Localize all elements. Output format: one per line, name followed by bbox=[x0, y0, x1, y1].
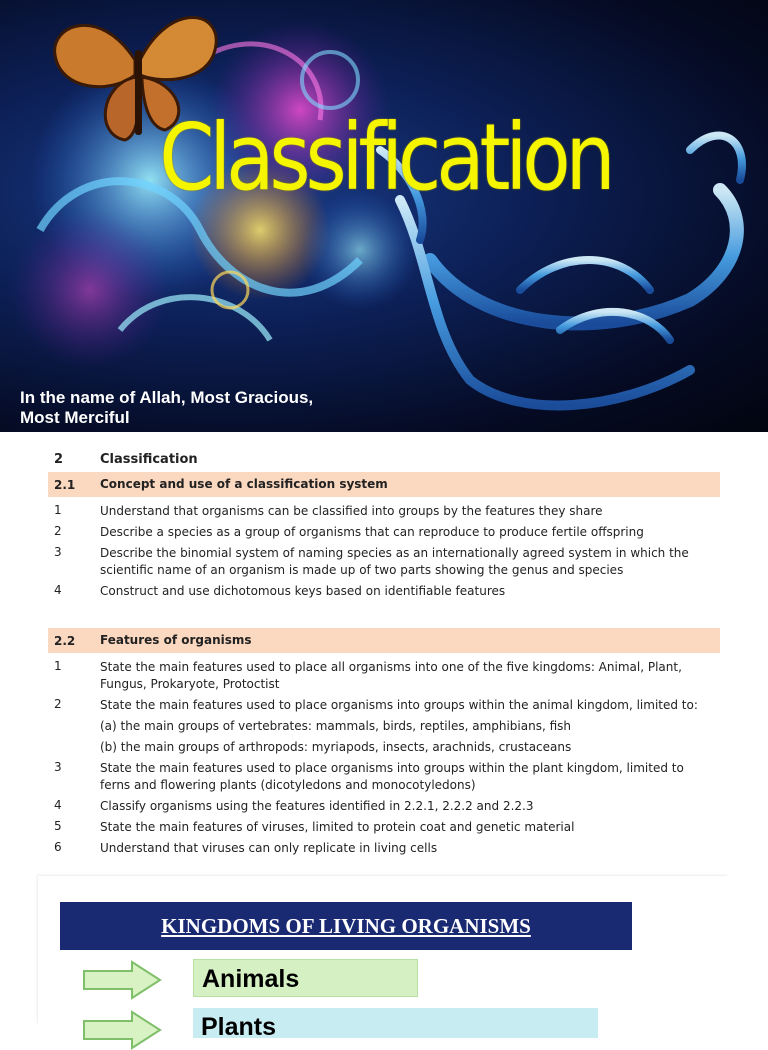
subsection-number: 2.2 bbox=[54, 633, 76, 648]
item-text: Understand that organisms can be classified into groups by the features they share bbox=[100, 504, 603, 518]
list-item bbox=[48, 657, 720, 695]
item-text: Describe a species as a group of organisms that can reproduce to produce fertile offspring bbox=[100, 525, 644, 539]
subsection-heading bbox=[48, 472, 720, 497]
kingdoms-slide bbox=[38, 876, 728, 1038]
item-number: 1 bbox=[54, 503, 62, 517]
item-number bbox=[48, 739, 100, 756]
list-subitem bbox=[48, 716, 720, 737]
item-text: State the main features used to place organisms into groups within the plant kingdom, limited to ferns and flowering plants (dicotyledons and monocotyledons) bbox=[100, 761, 684, 792]
subsection-title: Concept and use of a classification system bbox=[100, 477, 388, 491]
page-title: Classification bbox=[159, 104, 611, 211]
item-number: 4 bbox=[54, 798, 62, 812]
banner-artwork bbox=[0, 0, 768, 432]
caption-line-2: Most Merciful bbox=[20, 408, 130, 427]
item-text: Construct and use dichotomous keys based on identifiable features bbox=[100, 584, 506, 598]
list-item bbox=[48, 522, 720, 543]
caption-line-1: In the name of Allah, Most Gracious, bbox=[20, 388, 314, 407]
subsection-number: 2.1 bbox=[54, 477, 76, 492]
list-item bbox=[48, 758, 720, 796]
subsection-heading bbox=[48, 628, 720, 653]
syllabus-table bbox=[48, 446, 720, 859]
list-item bbox=[48, 838, 720, 859]
section-number: 2 bbox=[54, 451, 64, 467]
item-number: 5 bbox=[54, 819, 62, 833]
item-text: State the main features used to place all organisms into one of the five kingdoms: Animal, Plant, Fungus, Prokaryote, Protoctist bbox=[100, 660, 682, 691]
list-item bbox=[48, 581, 720, 602]
kingdom-item-plants: Plants bbox=[193, 1008, 598, 1038]
item-text: State the main features used to place organisms into groups within the animal kingdom, limited to: bbox=[100, 698, 698, 712]
item-text: State the main features of viruses, limited to protein coat and genetic material bbox=[100, 820, 575, 834]
item-number: 3 bbox=[54, 545, 62, 559]
kingdom-item-animals: Animals bbox=[193, 959, 418, 997]
list-item bbox=[48, 543, 720, 581]
item-text: Classify organisms using the features identified in 2.2.1, 2.2.2 and 2.2.3 bbox=[100, 799, 534, 813]
list-item bbox=[48, 501, 720, 522]
header-banner bbox=[0, 0, 768, 432]
item-text: (a) the main groups of vertebrates: mammals, birds, reptiles, amphibians, fish bbox=[100, 719, 572, 733]
item-number: 3 bbox=[54, 760, 62, 774]
list-item bbox=[48, 817, 720, 838]
list-item bbox=[48, 796, 720, 817]
kingdoms-title-banner bbox=[60, 902, 632, 950]
list-item bbox=[48, 695, 720, 716]
arrow-right-icon bbox=[82, 1010, 162, 1050]
item-text: Describe the binomial system of naming species as an internationally agreed system in which the scientific name of an organism is made up of two parts showing the genus and species bbox=[100, 546, 689, 577]
arrow-right-icon bbox=[82, 960, 162, 1000]
item-text: (b) the main groups of arthropods: myriapods, insects, arachnids, crustaceans bbox=[100, 740, 572, 754]
section-heading bbox=[48, 446, 720, 472]
subsection-title: Features of organisms bbox=[100, 633, 252, 647]
item-number: 1 bbox=[54, 659, 62, 673]
section-title: Classification bbox=[100, 451, 198, 467]
item-number: 2 bbox=[54, 524, 62, 538]
list-subitem bbox=[48, 737, 720, 758]
item-number: 6 bbox=[54, 840, 62, 854]
item-number bbox=[48, 718, 100, 735]
item-number: 2 bbox=[54, 697, 62, 711]
banner-caption bbox=[20, 388, 400, 428]
item-text: Understand that viruses can only replicate in living cells bbox=[100, 841, 438, 855]
kingdoms-title: KINGDOMS OF LIVING ORGANISMS bbox=[161, 914, 531, 938]
item-number: 4 bbox=[54, 583, 62, 597]
